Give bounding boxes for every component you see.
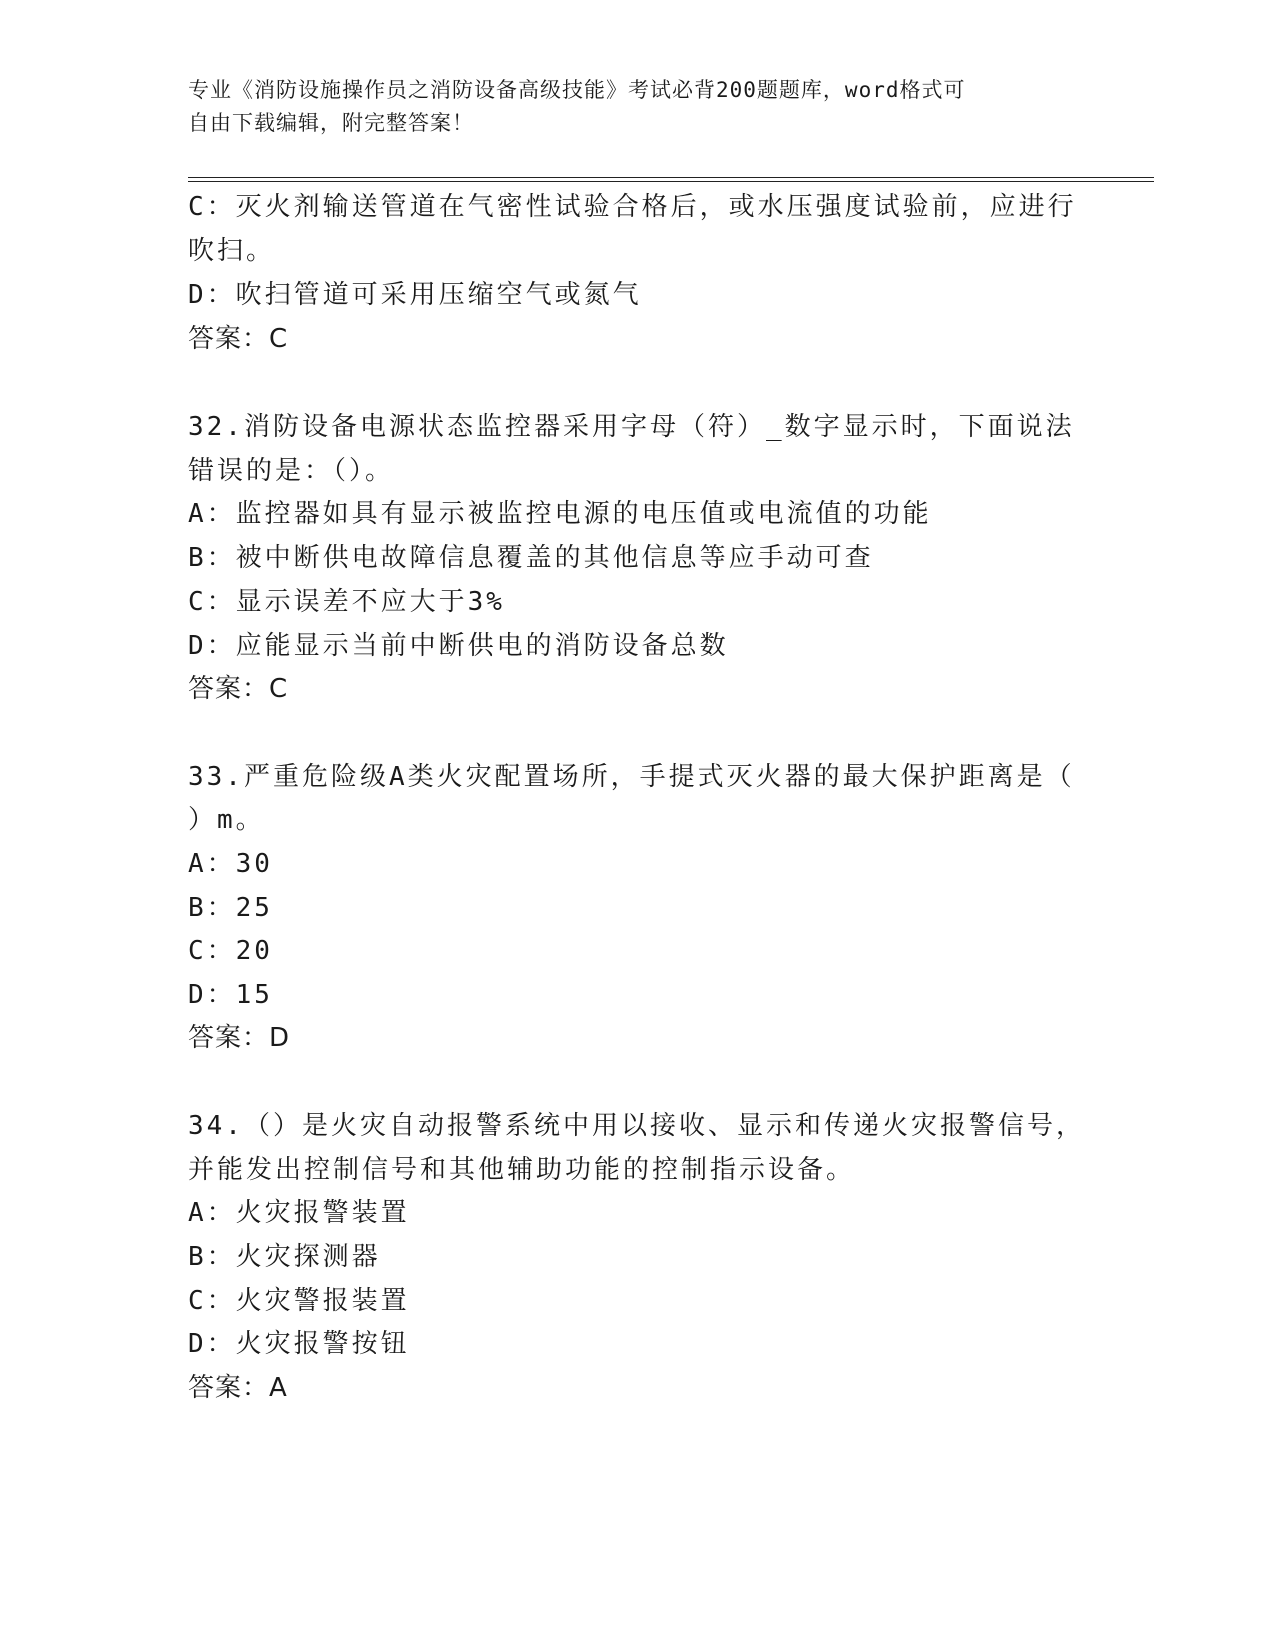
question-32-stem-line-1: 32.消防设备电源状态监控器采用字母（符）_数字显示时，下面说法 — [188, 412, 1075, 442]
option-c-line-1: C：灭火剂输送管道在气密性试验合格后，或水压强度试验前，应进行 — [188, 192, 1077, 222]
question-34-option-d: D：火灾报警按钮 — [188, 1329, 410, 1359]
question-34-stem-line-2: 并能发出控制信号和其他辅助功能的控制指示设备。 — [188, 1155, 856, 1185]
question-34-option-b: B：火灾探测器 — [188, 1242, 381, 1272]
header-divider-top — [188, 177, 1154, 178]
answer-32: 答案：C — [188, 674, 289, 704]
question-33-stem-line-1: 33.严重危险级A类火灾配置场所，手提式灭火器的最大保护距离是（ — [188, 762, 1075, 792]
question-33-stem-line-2: ）m。 — [188, 805, 265, 835]
question-33-option-a: A：30 — [188, 849, 273, 879]
question-33-option-d: D：15 — [188, 980, 273, 1010]
question-34-stem-line-1: 34.（）是火灾自动报警系统中用以接收、显示和传递火灾报警信号， — [188, 1111, 1085, 1141]
question-34-option-c: C：火灾警报装置 — [188, 1286, 410, 1316]
option-d: D：吹扫管道可采用压缩空气或氮气 — [188, 280, 642, 310]
question-32-option-b: B：被中断供电故障信息覆盖的其他信息等应手动可查 — [188, 543, 874, 573]
question-34-option-a: A：火灾报警装置 — [188, 1198, 410, 1228]
document-header — [188, 74, 1088, 140]
header-divider-bottom — [188, 181, 1154, 182]
answer-34: 答案：A — [188, 1373, 288, 1403]
question-32-option-d: D：应能显示当前中断供电的消防设备总数 — [188, 631, 729, 661]
option-c-line-2: 吹扫。 — [188, 236, 276, 266]
question-32-option-a: A：监控器如具有显示被监控电源的电压值或电流值的功能 — [188, 499, 932, 529]
question-33-option-b: B：25 — [188, 893, 273, 923]
header-line-1: 专业《消防设施操作员之消防设备高级技能》考试必背200题题库，word格式可 — [188, 78, 966, 102]
question-32-stem-line-2: 错误的是：（）。 — [188, 456, 395, 486]
answer-33: 答案：D — [188, 1023, 291, 1053]
question-33-option-c: C：20 — [188, 936, 273, 966]
question-32-option-c: C：显示误差不应大于3% — [188, 587, 505, 617]
header-line-2: 自由下载编辑，附完整答案！ — [188, 111, 474, 135]
answer-31: 答案：C — [188, 324, 289, 354]
